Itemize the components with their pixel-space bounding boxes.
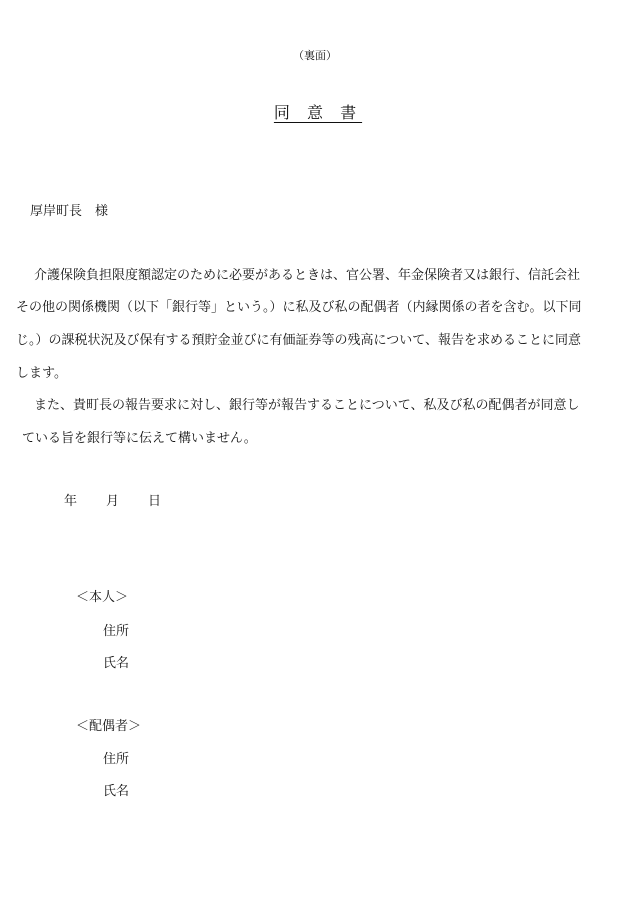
self-section-heading: ＜本人＞ bbox=[76, 590, 129, 605]
spouse-address-label: 住所 bbox=[103, 752, 130, 767]
consent-paragraph-line: 介護保険負担限度額認定のために必要があるときは、官公署、年金保険者又は銀行、信託会社 bbox=[34, 268, 581, 283]
spouse-name-label: 氏名 bbox=[103, 784, 130, 799]
consent-paragraph-line: じ。）の課税状況及び保有する預貯金並びに有価証券等の残高について、報告を求めることに同意 bbox=[16, 333, 581, 348]
date-row bbox=[64, 490, 161, 509]
self-name-label: 氏名 bbox=[103, 656, 130, 671]
document-title bbox=[0, 100, 630, 123]
document-title-text: 同 意 書 bbox=[273, 103, 363, 122]
bank-notice-paragraph-line: ている旨を銀行等に伝えて構いません。 bbox=[22, 431, 257, 446]
bank-notice-paragraph-line: また、貴町長の報告要求に対し、銀行等が報告することについて、私及び私の配偶者が同意し bbox=[34, 398, 580, 413]
spouse-section-heading: ＜配偶者＞ bbox=[76, 719, 142, 734]
consent-paragraph-line: その他の関係機関（以下「銀行等」という。）に私及び私の配偶者（内縁関係の者を含む。以下同 bbox=[16, 300, 582, 315]
addressee: 厚岸町長 様 bbox=[30, 204, 109, 219]
consent-paragraph-line: します。 bbox=[16, 366, 67, 381]
self-address-label: 住所 bbox=[103, 624, 130, 639]
date-month-label: 月 bbox=[106, 494, 120, 509]
date-year-label: 年 bbox=[64, 494, 78, 509]
date-day-label: 日 bbox=[148, 494, 162, 509]
page-side-label: （裏面） bbox=[293, 49, 337, 62]
